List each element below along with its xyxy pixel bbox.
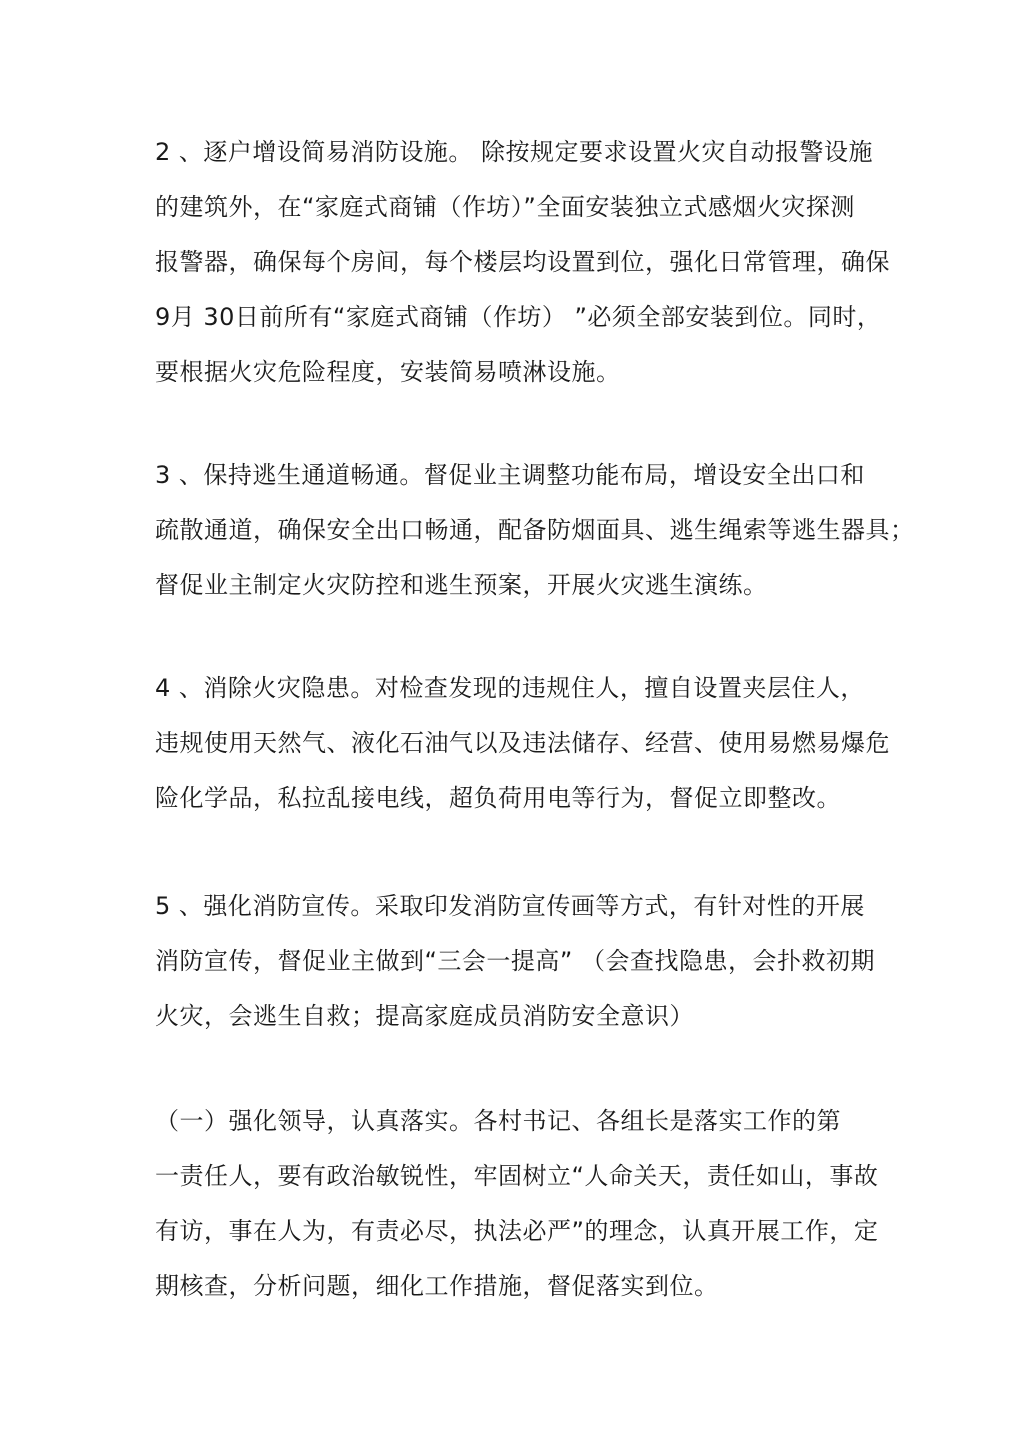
text-line: 一责任人，要有政治敏锐性，牢固树立“人命关天，责任如山，事故	[155, 1162, 879, 1190]
paragraph-2-fire-facilities	[155, 125, 890, 400]
paragraph-5-fire-publicity	[155, 879, 875, 1044]
text-line: 有访，事在人为，有责必尽，执法必严”的理念，认真开展工作，定	[155, 1217, 879, 1245]
paragraph-4-eliminate-hazards	[155, 661, 890, 826]
text-line: 报警器，确保每个房间，每个楼层均设置到位，强化日常管理，确保	[155, 248, 890, 276]
text-line: 期核查，分析问题，细化工作措施，督促落实到位。	[155, 1272, 719, 1300]
text-line: 的建筑外，在“家庭式商铺（作坊）”全面安装独立式感烟火灾探测	[155, 193, 855, 221]
text-line: 火灾，会逃生自救；提高家庭成员消防安全意识）	[155, 1002, 694, 1030]
text-line: 4 、消除火灾隐患。对检查发现的违规住人，擅自设置夹层住人，	[155, 674, 865, 702]
text-line: 要根据火灾危险程度，安装简易喷淋设施。	[155, 358, 621, 386]
paragraph-3-escape-routes	[155, 448, 915, 613]
text-line: （一）强化领导，认真落实。各村书记、各组长是落实工作的第	[155, 1107, 841, 1135]
text-line: 消防宣传，督促业主做到“三会一提高” （会查找隐患，会扑救初期	[155, 947, 875, 975]
text-line: 3 、保持逃生通道畅通。督促业主调整功能布局，增设安全出口和	[155, 461, 865, 489]
text-line: 9月 30日前所有“家庭式商铺（作坊） ”必须全部安装到位。同时，	[155, 303, 882, 331]
text-line: 违规使用天然气、液化石油气以及违法储存、经营、使用易燃易爆危	[155, 729, 890, 757]
text-line: 督促业主制定火灾防控和逃生预案，开展火灾逃生演练。	[155, 571, 768, 599]
text-line: 险化学品，私拉乱接电线，超负荷用电等行为，督促立即整改。	[155, 784, 841, 812]
text-line: 2 、逐户增设简易消防设施。 除按规定要求设置火灾自动报警设施	[155, 138, 874, 166]
paragraph-strengthen-leadership	[155, 1094, 879, 1314]
text-line: 5 、强化消防宣传。采取印发消防宣传画等方式，有针对性的开展	[155, 892, 865, 920]
text-line: 疏散通道，确保安全出口畅通，配备防烟面具、逃生绳索等逃生器具；	[155, 516, 915, 544]
